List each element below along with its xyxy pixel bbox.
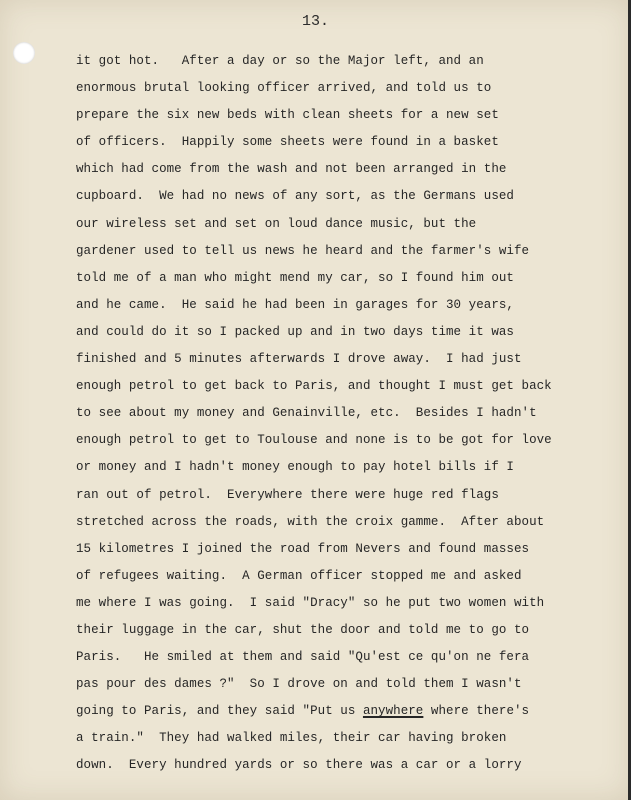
text-line: and he came. He said he had been in garages for 30 years, — [76, 297, 514, 312]
text-segment: going to Paris, and they said "Put us — [76, 704, 363, 719]
text-line: their luggage in the car, shut the door and told me to go to — [76, 622, 530, 637]
body-text — [76, 48, 596, 780]
text-line: our wireless set and set on loud dance music, but the — [76, 216, 477, 231]
text-line: finished and 5 minutes afterwards I drove away. I had just — [76, 352, 522, 367]
text-line: cupboard. We had no news of any sort, as the Germans used — [76, 189, 514, 204]
text-line: told me of a man who might mend my car, so I found him out — [76, 270, 514, 285]
text-line: stretched across the roads, with the croix gamme. After about — [76, 514, 545, 529]
text-line: of officers. Happily some sheets were found in a basket — [76, 135, 499, 150]
text-line: me where I was going. I said "Dracy" so he put two women with — [76, 595, 545, 610]
text-line: which had come from the wash and not been arranged in the — [76, 162, 507, 177]
text-line: gardener used to tell us news he heard and the farmer's wife — [76, 243, 530, 258]
text-line — [76, 698, 596, 725]
text-line: of refugees waiting. A German officer stopped me and asked — [76, 568, 522, 583]
text-line: enough petrol to get to Toulouse and none is to be got for love — [76, 433, 552, 448]
punch-hole — [13, 42, 35, 64]
underlined-word: anywhere — [362, 704, 424, 719]
text-line: prepare the six new beds with clean sheets for a new set — [76, 108, 499, 123]
text-line: enough petrol to get back to Paris, and thought I must get back — [76, 379, 552, 394]
text-line: or money and I hadn't money enough to pay hotel bills if I — [76, 460, 514, 475]
text-line: down. Every hundred yards or so there was a car or a lorry — [76, 758, 522, 773]
text-line: enormous brutal looking officer arrived, and told us to — [76, 81, 492, 96]
text-line: ran out of petrol. Everywhere there were huge red flags — [76, 487, 499, 502]
text-line: to see about my money and Genainville, etc. Besides I hadn't — [76, 406, 537, 421]
text-line: and could do it so I packed up and in two days time it was — [76, 324, 514, 339]
text-line: 15 kilometres I joined the road from Nevers and found masses — [76, 541, 530, 556]
text-line: a train." They had walked miles, their car having broken — [76, 731, 507, 746]
text-line: pas pour des dames ?" So I drove on and told them I wasn't — [76, 677, 522, 692]
text-line: Paris. He smiled at them and said "Qu'est ce qu'on ne fera — [76, 650, 530, 665]
text-segment: where there's — [423, 704, 530, 719]
page-number: 13. — [301, 13, 329, 30]
text-line: it got hot. After a day or so the Major left, and an — [76, 54, 484, 68]
